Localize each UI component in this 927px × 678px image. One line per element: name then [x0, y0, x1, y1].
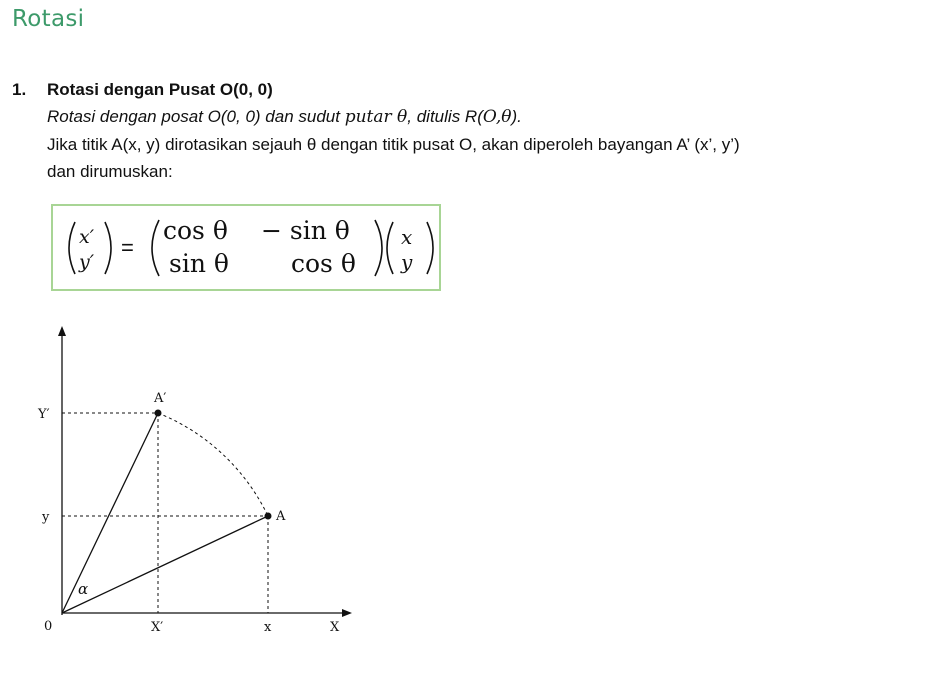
rhs-right-paren [427, 222, 433, 274]
label-x: x [264, 620, 272, 635]
rhs-top: x [401, 225, 413, 249]
explanation-line: Jika titik A(x, y) dirotasikan sejauh θ dengan titik pusat O, akan diperoleh bayangan A’ (x’, y’) [47, 135, 740, 154]
definition-text-g: ). [511, 107, 522, 126]
rotation-arc [158, 413, 268, 516]
label-y: y [42, 510, 50, 525]
label-x-prime: X′ [151, 620, 164, 635]
definition-text-b: putar θ [344, 107, 408, 127]
matrix-m11: cos θ [163, 216, 228, 245]
section-number: 1. [12, 80, 27, 99]
point-A-prime [155, 410, 162, 417]
label-A-prime: A′ [154, 391, 167, 406]
segment-OA [62, 516, 268, 613]
lhs-bottom: y′ [79, 251, 95, 273]
definition-text-d: O [482, 107, 496, 127]
matrix-m21: sin θ [169, 249, 229, 278]
point-A [265, 513, 272, 520]
section-heading [12, 76, 912, 103]
rotation-formula-box [51, 204, 441, 291]
explanation-line-2: dan dirumuskan: [47, 162, 173, 181]
equals-sign: = [121, 235, 134, 260]
y-axis-arrow [58, 326, 66, 336]
x-axis-arrow [342, 609, 352, 617]
rhs-bottom: y [401, 250, 413, 274]
definition-text-f: θ [501, 107, 512, 127]
lhs-right-paren [105, 222, 111, 274]
rhs-left-paren [387, 222, 393, 274]
definition-text-e: , [495, 107, 502, 127]
rotation-formula [53, 206, 443, 293]
lhs-left-paren [69, 222, 75, 274]
definition-text-c: , ditulis R( [407, 107, 483, 126]
matrix-right-paren [375, 220, 382, 276]
label-alpha: α [78, 580, 89, 598]
rotation-diagram [30, 320, 360, 640]
label-X-axis: X [330, 620, 340, 635]
label-A: A [276, 509, 286, 524]
page-title: Rotasi [12, 6, 85, 32]
segment-OA-prime [62, 413, 158, 613]
matrix-m12: − sin θ [261, 216, 350, 245]
label-origin: 0 [44, 619, 53, 634]
rotation-section [12, 76, 912, 185]
definition-line [12, 103, 912, 131]
section-heading-text: Rotasi dengan Pusat O(0, 0) [47, 80, 273, 99]
matrix-left-paren [152, 220, 159, 276]
definition-text-a: Rotasi dengan posat O(0, 0) dan sudut [47, 107, 345, 126]
label-y-prime: Y′ [38, 407, 50, 422]
matrix-m22: cos θ [291, 249, 356, 278]
lhs-top: x′ [79, 226, 95, 248]
